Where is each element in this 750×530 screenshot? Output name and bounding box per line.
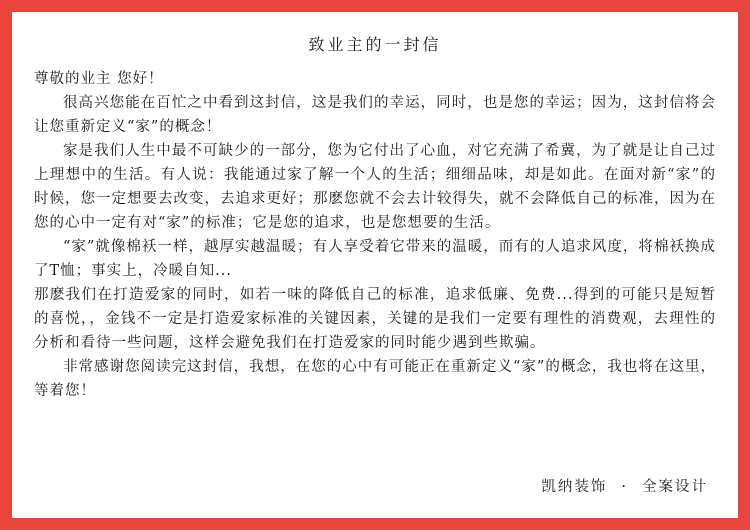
letter-greeting: 尊敬的业主 您好！: [34, 71, 164, 87]
signature-service: 全案设计: [642, 479, 708, 495]
letter-paper: [12, 12, 738, 518]
paragraph-4: 那麽我们在打造爱家的同时，如若一味的降低自己的标准，追求低廉、免费...得到的可能只是短暂的喜悦，，金钱不一定是打造爱家标准的关键因素，关键的是我们一定要有理性的消费观，去理性的分析和看待一些问题，这样会避免我们在打造爱家的同时能少遇到些欺骗。: [34, 287, 716, 351]
paragraph-1: 很高兴您能在百忙之中看到这封信，这是我们的幸运，同时，也是您的幸运；因为，这封信将会让您重新定义“家”的概念！: [34, 95, 716, 135]
paragraph-2: 家是我们人生中最不可缺少的一部分，您为它付出了心血，对它充满了希冀，为了就是让自己过上理想中的生活。有人说：我能通过家了解一个人的生活；细细品味，却是如此。在面对新“家”的时候，您一定想要去改变，去追求更好；那麽您就不会去计较得失，就不会降低自己的标准，因为在您的心中一定有对“家”的标准；它是您的追求，也是您想要的生活。: [34, 143, 716, 231]
letter-title: 致业主的一封信: [308, 35, 442, 54]
signature-company: 凯纳装饰: [541, 479, 608, 495]
paragraph-3: “家”就像棉袄一样，越厚实越温暖；有人享受着它带来的温暖，而有的人追求风度，将棉袄换成了T恤；事实上，冷暖自知...: [34, 239, 716, 279]
letter-signature: [541, 475, 708, 496]
paragraph-5: 非常感谢您阅读完这封信，我想，在您的心中有可能正在重新定义“家”的概念，我也将在这里，等着您！: [34, 359, 716, 399]
signature-separator: ·: [621, 479, 628, 495]
